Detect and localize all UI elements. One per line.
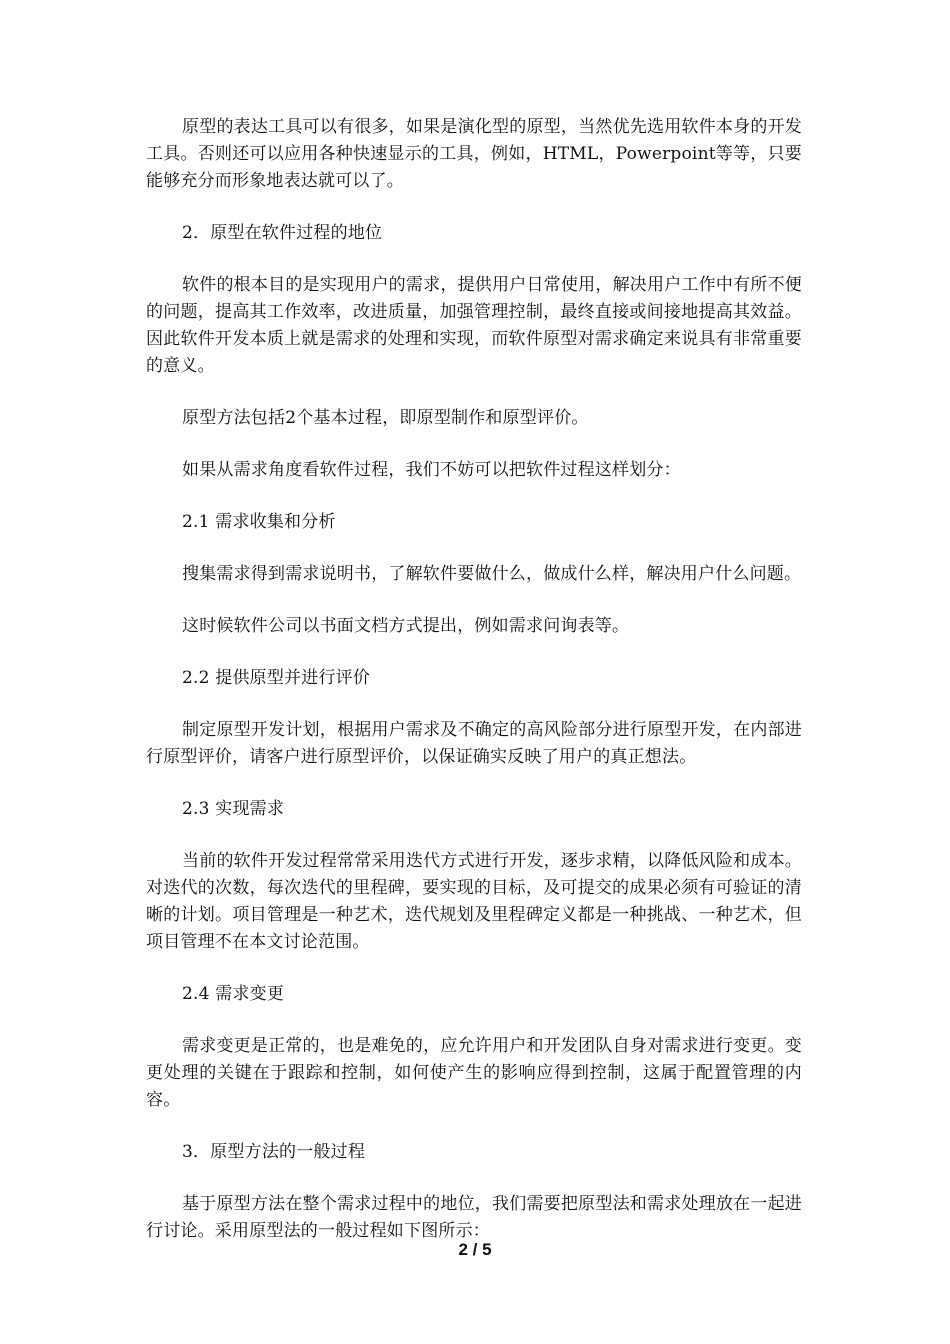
paragraph-4: 如果从需求角度看软件过程，我们不妨可以把软件过程这样划分：	[182, 460, 681, 480]
subsection-heading-2-3: 2.3 实现需求	[182, 799, 285, 819]
paragraph-1: 原型的表达工具可以有很多，如果是演化型的原型，当然优先选用软件本身的开发工具。否则还可以应用各种快速显示的工具，例如，HTML，Powerpoint等等，只要能够充分而形象地表达就可以了。	[146, 117, 802, 191]
paragraph-10: 基于原型方法在整个需求过程中的地位，我们需要把原型法和需求处理放在一起进行讨论。采用原型法的一般过程如下图所示：	[146, 1194, 802, 1241]
paragraph-9: 需求变更是正常的，也是难免的，应允许用户和开发团队自身对需求进行变更。变更处理的关键在于跟踪和控制，如何使产生的影响应得到控制，这属于配置管理的内容。	[146, 1036, 802, 1110]
paragraph-3: 原型方法包括2个基本过程，即原型制作和原型评价。	[182, 408, 589, 428]
section-heading-2: 2．原型在软件过程的地位	[182, 223, 383, 243]
document-body	[146, 114, 802, 1245]
paragraph-7: 制定原型开发计划，根据用户需求及不确定的高风险部分进行原型开发，在内部进行原型评价，请客户进行原型评价，以保证确实反映了用户的真正想法。	[146, 720, 802, 767]
page-number: 2 / 5	[458, 1240, 492, 1259]
paragraph-6: 这时候软件公司以书面文档方式提出，例如需求问询表等。	[182, 616, 630, 636]
paragraph-5: 搜集需求得到需求说明书，了解软件要做什么，做成什么样，解决用户什么问题。	[182, 564, 802, 584]
subsection-heading-2-4: 2.4 需求变更	[182, 984, 285, 1004]
paragraph-8: 当前的软件开发过程常常采用迭代方式进行开发，逐步求精，以降低风险和成本。对迭代的次数，每次迭代的里程碑，要实现的目标，及可提交的成果必须有可验证的清晰的计划。项目管理是一种艺术，迭代规划及里程碑定义都是一种挑战、一种艺术，但项目管理不在本文讨论范围。	[146, 851, 802, 952]
subsection-heading-2-2: 2.2 提供原型并进行评价	[182, 668, 371, 688]
subsection-heading-2-1: 2.1 需求收集和分析	[182, 512, 336, 532]
section-heading-3: 3．原型方法的一般过程	[182, 1142, 366, 1162]
paragraph-2: 软件的根本目的是实现用户的需求，提供用户日常使用，解决用户工作中有所不便的问题，提高其工作效率，改进质量，加强管理控制，最终直接或间接地提高其效益。因此软件开发本质上就是需求的处理和实现，而软件原型对需求确定来说具有非常重要的意义。	[146, 275, 802, 376]
